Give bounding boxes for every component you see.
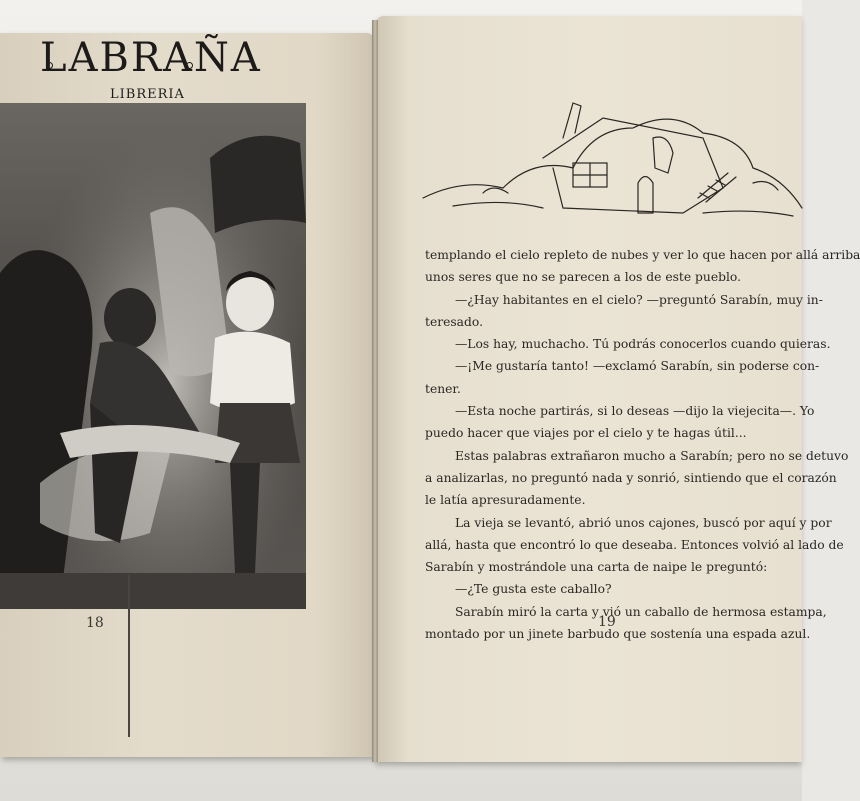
logo-tagline: LIBRERIA <box>110 87 185 102</box>
page-number-left: 18 <box>86 615 104 631</box>
text-line: puedo hacer que viajes por el cielo y te hagas útil... <box>425 426 747 441</box>
text-line: Sarabín miró la carta y vió un caballo de hermosa estampa, <box>455 604 827 619</box>
text-line: La vieja se levantó, abrió unos cajones, buscó por aquí y por <box>455 515 832 530</box>
text-line: allá, hasta que encontró lo que deseaba. Entonces volvió al lado de <box>425 537 844 552</box>
text-line: teresado. <box>425 314 483 329</box>
text-line: —Esta noche partirás, si lo deseas —dijo la viejecita—. Yo <box>455 404 815 419</box>
fairy-tale-illustration <box>0 103 306 609</box>
logo-name: LABRAÑA <box>40 35 262 81</box>
text-line: —¿Hay habitantes en el cielo? —preguntó Sarabín, muy in- <box>455 292 823 307</box>
bookmark-ribbon <box>128 575 130 737</box>
text-line: Estas palabras extrañaron mucho a Sarabín; pero no se detuvo <box>455 448 849 463</box>
text-line: tener. <box>425 381 461 396</box>
page-number-right: 19 <box>598 614 616 630</box>
librana-logo <box>40 32 262 104</box>
text-line: le latía apresuradamente. <box>425 493 586 508</box>
text-line: montado por un jinete barbudo que sostenía una espada azul. <box>425 627 811 642</box>
text-line: —¿Te gusta este caballo? <box>455 582 612 597</box>
book-spine <box>372 20 378 762</box>
text-line: a analizarlas, no preguntó nada y sonrió, sintiendo que el corazón <box>425 470 837 485</box>
text-line: —¡Me gustaría tanto! —exclamó Sarabín, sin poderse con- <box>455 359 820 374</box>
right-page-text <box>425 244 860 645</box>
text-line: templando el cielo repleto de nubes y ver lo que hacen por allá arriba <box>425 248 860 262</box>
cottage-drawing <box>423 98 802 226</box>
text-line: unos seres que no se parecen a los de este pueblo. <box>425 270 742 285</box>
text-line: Sarabín y mostrándole una carta de naipe le preguntó: <box>425 560 768 575</box>
text-line: —Los hay, muchacho. Tú podrás conocerlos cuando quieras. <box>455 337 831 352</box>
